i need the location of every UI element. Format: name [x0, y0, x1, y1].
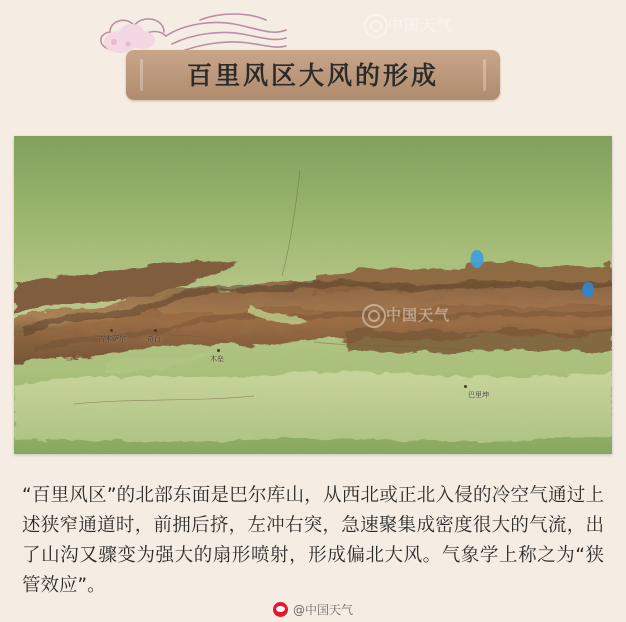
map-label: 木垒	[210, 355, 224, 363]
footer-account-name[interactable]: @中国天气	[292, 602, 353, 617]
map-label: 奇台	[147, 335, 161, 343]
page-title: 百里风区大风的形成	[186, 60, 439, 90]
terrain-map-image	[14, 136, 612, 454]
map-dot	[110, 329, 113, 332]
map-dot	[154, 329, 157, 332]
footer	[0, 596, 626, 622]
article-paragraph: “百里风区”的北部东面是巴尔库山，从西北或正北入侵的冷空气通过上述狭窄通道时，前拥后挤，左冲右突，急速聚集成密度很大的气流，出了山沟又骤变为强大的扇形喷射，形成偏北大风。气象学上称之为“狭管效应”。	[22, 484, 604, 596]
terrain-map	[14, 136, 612, 454]
weibo-icon	[273, 602, 288, 617]
watermark-text: 中国天气	[386, 306, 451, 324]
page-header	[0, 0, 626, 118]
page-title-plaque	[126, 50, 500, 100]
watermark-text: 中国天气	[388, 16, 453, 34]
map-dot	[464, 385, 467, 388]
map-label: 吉木萨尔	[98, 335, 126, 343]
map-dot	[217, 349, 220, 352]
map-label: 巴里坤	[468, 391, 489, 399]
